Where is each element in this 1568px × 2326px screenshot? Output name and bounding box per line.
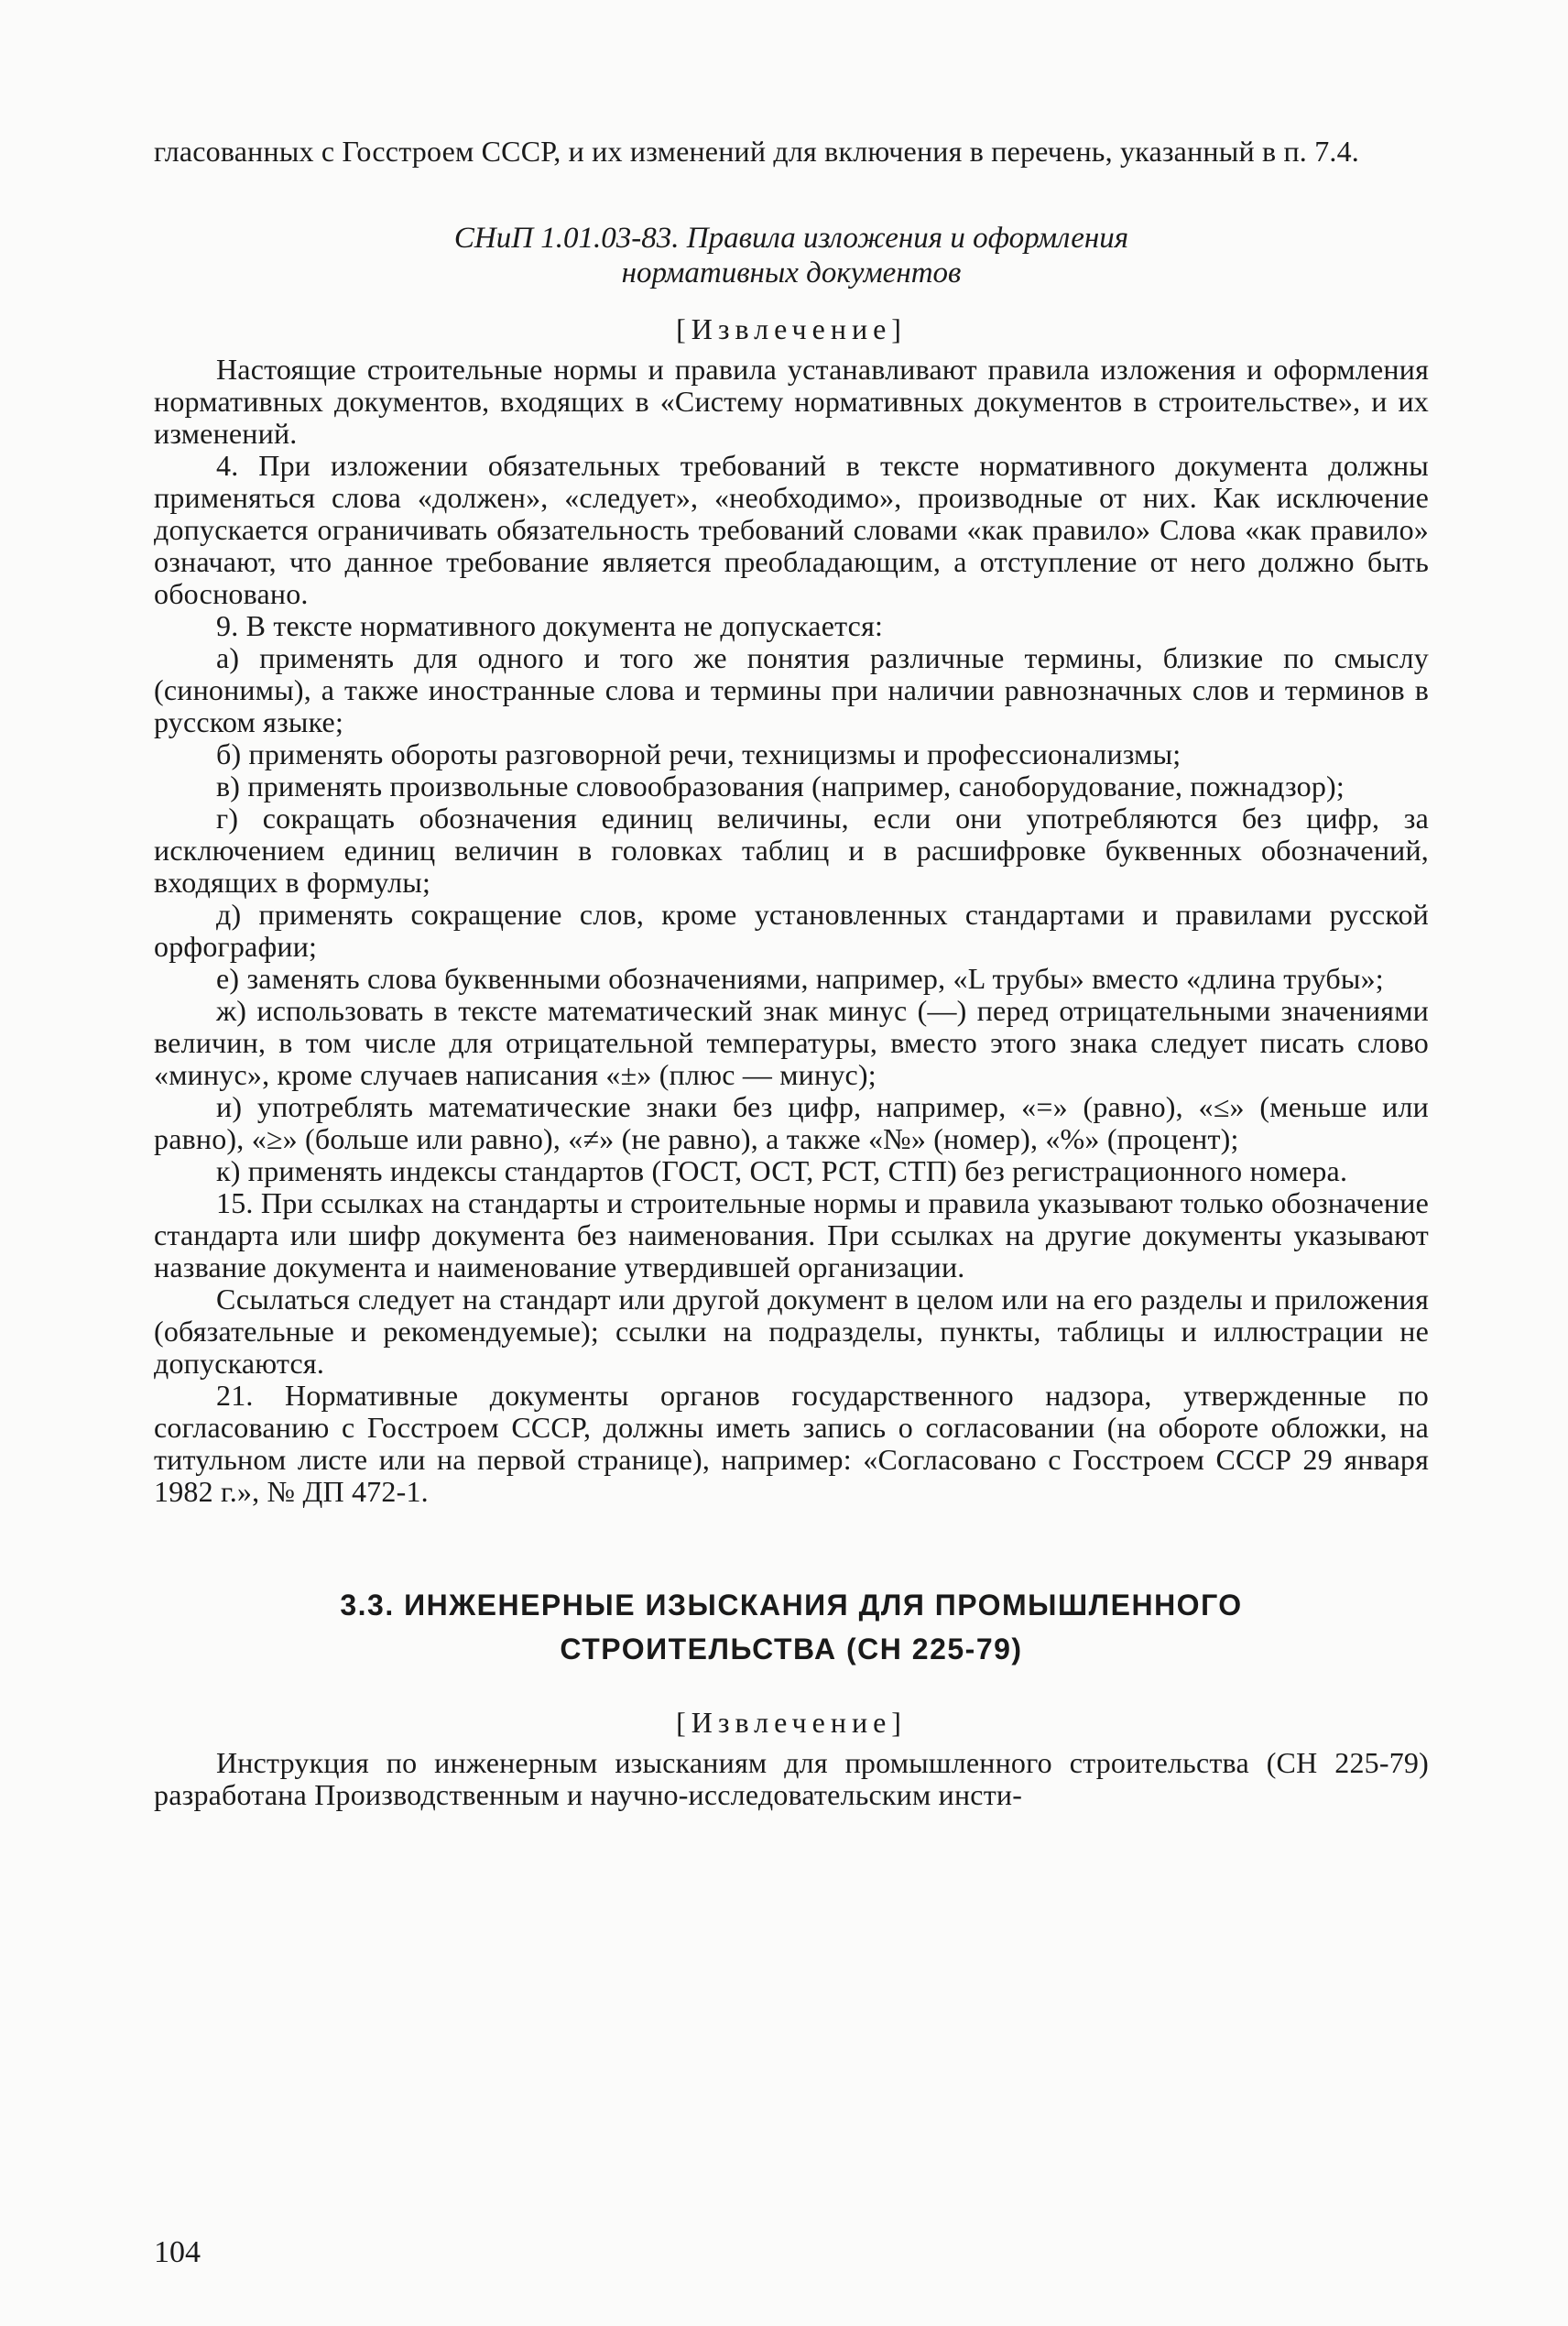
clause-15: 15. При ссылках на стандарты и строительные нормы и правила указывают только обозначение стандарта или шифр документа без наименования. При ссылках на другие документы указывают название документа и наименование утвердившей организации. [154,1186,1429,1283]
clause-9-item-i: и) употреблять математические знаки без цифр, например, «=» (равно), «≤» (меньше или равно), «≥» (больше или равно), «≠» (не равно), а также «№» (номер), «%» (процент); [154,1090,1429,1155]
clause-9-item-g: г) сокращать обозначения единиц величины, если они употребляются без цифр, за исключением единиц величин в головках таблиц и в расшифровке буквенных обозначений, входящих в формулы; [154,802,1429,899]
intro-paragraph: Настоящие строительные нормы и правила устанавливают правила изложения и оформления нормативных документов, входящих в «Систему нормативных документов в строительстве», и их изменений. [154,353,1429,450]
clause-9-item-d: д) применять сокращение слов, кроме установленных стандартами и правилами русской орфографии; [154,898,1429,963]
snip-title [154,221,1429,290]
snip-title-line-2: нормативных документов [621,257,962,289]
carried-over-paragraph: гласованных с Госстроем СССР, и их изменений для включения в перечень, указанный в п. 7.4. [154,135,1359,168]
clause-9-item-k: к) применять индексы стандартов (ГОСТ, ОСТ, РСТ, СТП) без регистрационного номера. [216,1154,1348,1187]
clause-9-item-b: б) применять обороты разговорной речи, техницизмы и профессионализмы; [216,737,1181,770]
section-excerpt-label: [Извлечение] [676,1706,907,1739]
clause-9-item-v: в) применять произвольные словообразования (например, саноборудование, пожнадзор); [216,770,1345,803]
section-heading [154,1583,1429,1671]
clause-15-continuation: Ссылаться следует на стандарт или другой документ в целом или на его разделы и приложения (обязательные и рекомендуемые); ссылки на подразделы, пункты, таблицы и иллюстрации не допускаются. [154,1283,1429,1380]
snip-title-line-1: СНиП 1.01.03-83. Правила изложения и оформления [453,222,1129,255]
clause-9-item-e: е) заменять слова буквенными обозначениями, например, «L трубы» вместо «длина трубы»; [216,962,1384,995]
clause-9-item-a: а) применять для одного и того же понятия различные термины, близкие по смыслу (синонимы), а также иностранные слова и термины при наличии равнозначных слов и терминов в русском языке; [154,641,1429,738]
section-heading-line-1: 3.3. ИНЖЕНЕРНЫЕ ИЗЫСКАНИЯ ДЛЯ ПРОМЫШЛЕННОГО [340,1589,1243,1622]
clause-9-lead: 9. В тексте нормативного документа не допускается: [216,609,884,642]
clause-21: 21. Нормативные документы органов государственного надзора, утвержденные по согласованию с Госстроем СССР, должны иметь запись о согласовании (на обороте обложки, на титульном листе или на первой странице), например: «Согласовано с Госстроем СССР 29 января 1982 г.», № ДП 472-1. [154,1379,1429,1508]
page-number: 104 [154,2235,201,2269]
text-column [154,136,1429,1811]
clause-4: 4. При изложении обязательных требований в тексте нормативного документа должны применяться слова «должен», «следует», «необходимо», производные от них. Как исключение допускается ограничивать обязательность требований словами «как правило» Слова «как правило» означают, что данное требование является преобладающим, а отступление от него должно быть обосновано. [154,449,1429,610]
section-intro-paragraph: Инструкция по инженерным изысканиям для промышленного строительства (СН 225-79) разработана Производственным и научно-исследовательским инсти- [154,1746,1429,1811]
clause-9-item-zh: ж) использовать в тексте математический знак минус (—) перед отрицательными значениями величин, в том числе для отрицательной температуры, вместо этого знака следует писать слово «минус», кроме случаев написания «±» (плюс — минус); [154,994,1429,1091]
section-heading-line-2: СТРОИТЕЛЬСТВА (СН 225-79) [560,1633,1023,1665]
excerpt-label: [Извлечение] [676,312,907,345]
